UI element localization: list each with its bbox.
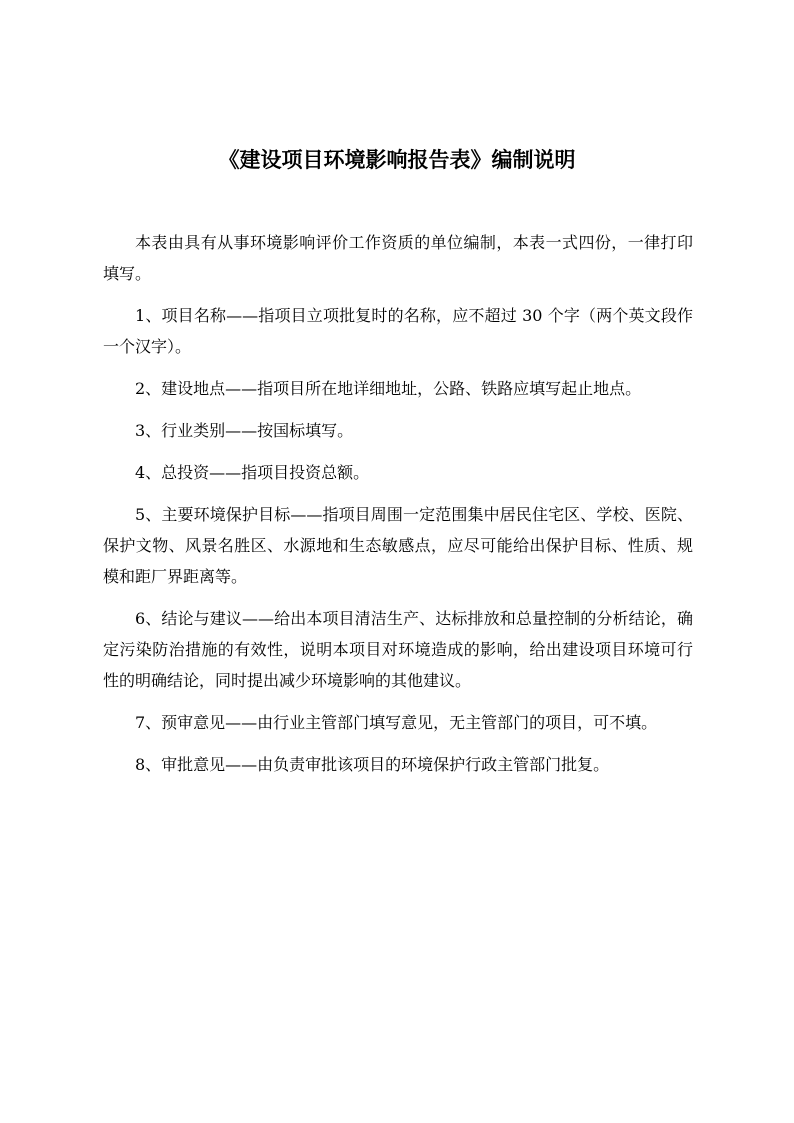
item-protection-targets: 5、主要环境保护目标——指项目周围一定范围集中居民住宅区、学校、医院、保护文物、风景名胜区、水源地和生态敏感点，应尽可能给出保护目标、性质、规模和距厂界距离等。: [103, 505, 693, 586]
intro-paragraph: 本表由具有从事环境影响评价工作资质的单位编制，本表一式四份，一律打印填写。: [103, 233, 693, 283]
item-construction-site: 2、建设地点——指项目所在地详细地址，公路、铁路应填写起止地点。: [135, 379, 642, 398]
item-approval-opinion: 8、审批意见——由负责审批该项目的环境保护行政主管部门批复。: [135, 755, 610, 774]
item-project-name: 1、项目名称——指项目立项批复时的名称，应不超过 30 个字（两个英文段作一个汉字）。: [103, 306, 693, 356]
document-title: 《建设项目环境影响报告表》编制说明: [218, 147, 576, 172]
item-industry-category: 3、行业类别——按国标填写。: [135, 421, 354, 440]
item-conclusions: 6、结论与建议——给出本项目清洁生产、达标排放和总量控制的分析结论，确定污染防治措施的有效性，说明本项目对环境造成的影响，给出建设项目环境可行性的明确结论，同时提出减少环境影响的其他建议。: [103, 609, 693, 690]
document-body: [103, 227, 693, 791]
item-total-investment: 4、总投资——指项目投资总额。: [135, 463, 370, 482]
item-preliminary-review: 7、预审意见——由行业主管部门填写意见，无主管部门的项目，可不填。: [135, 713, 658, 732]
